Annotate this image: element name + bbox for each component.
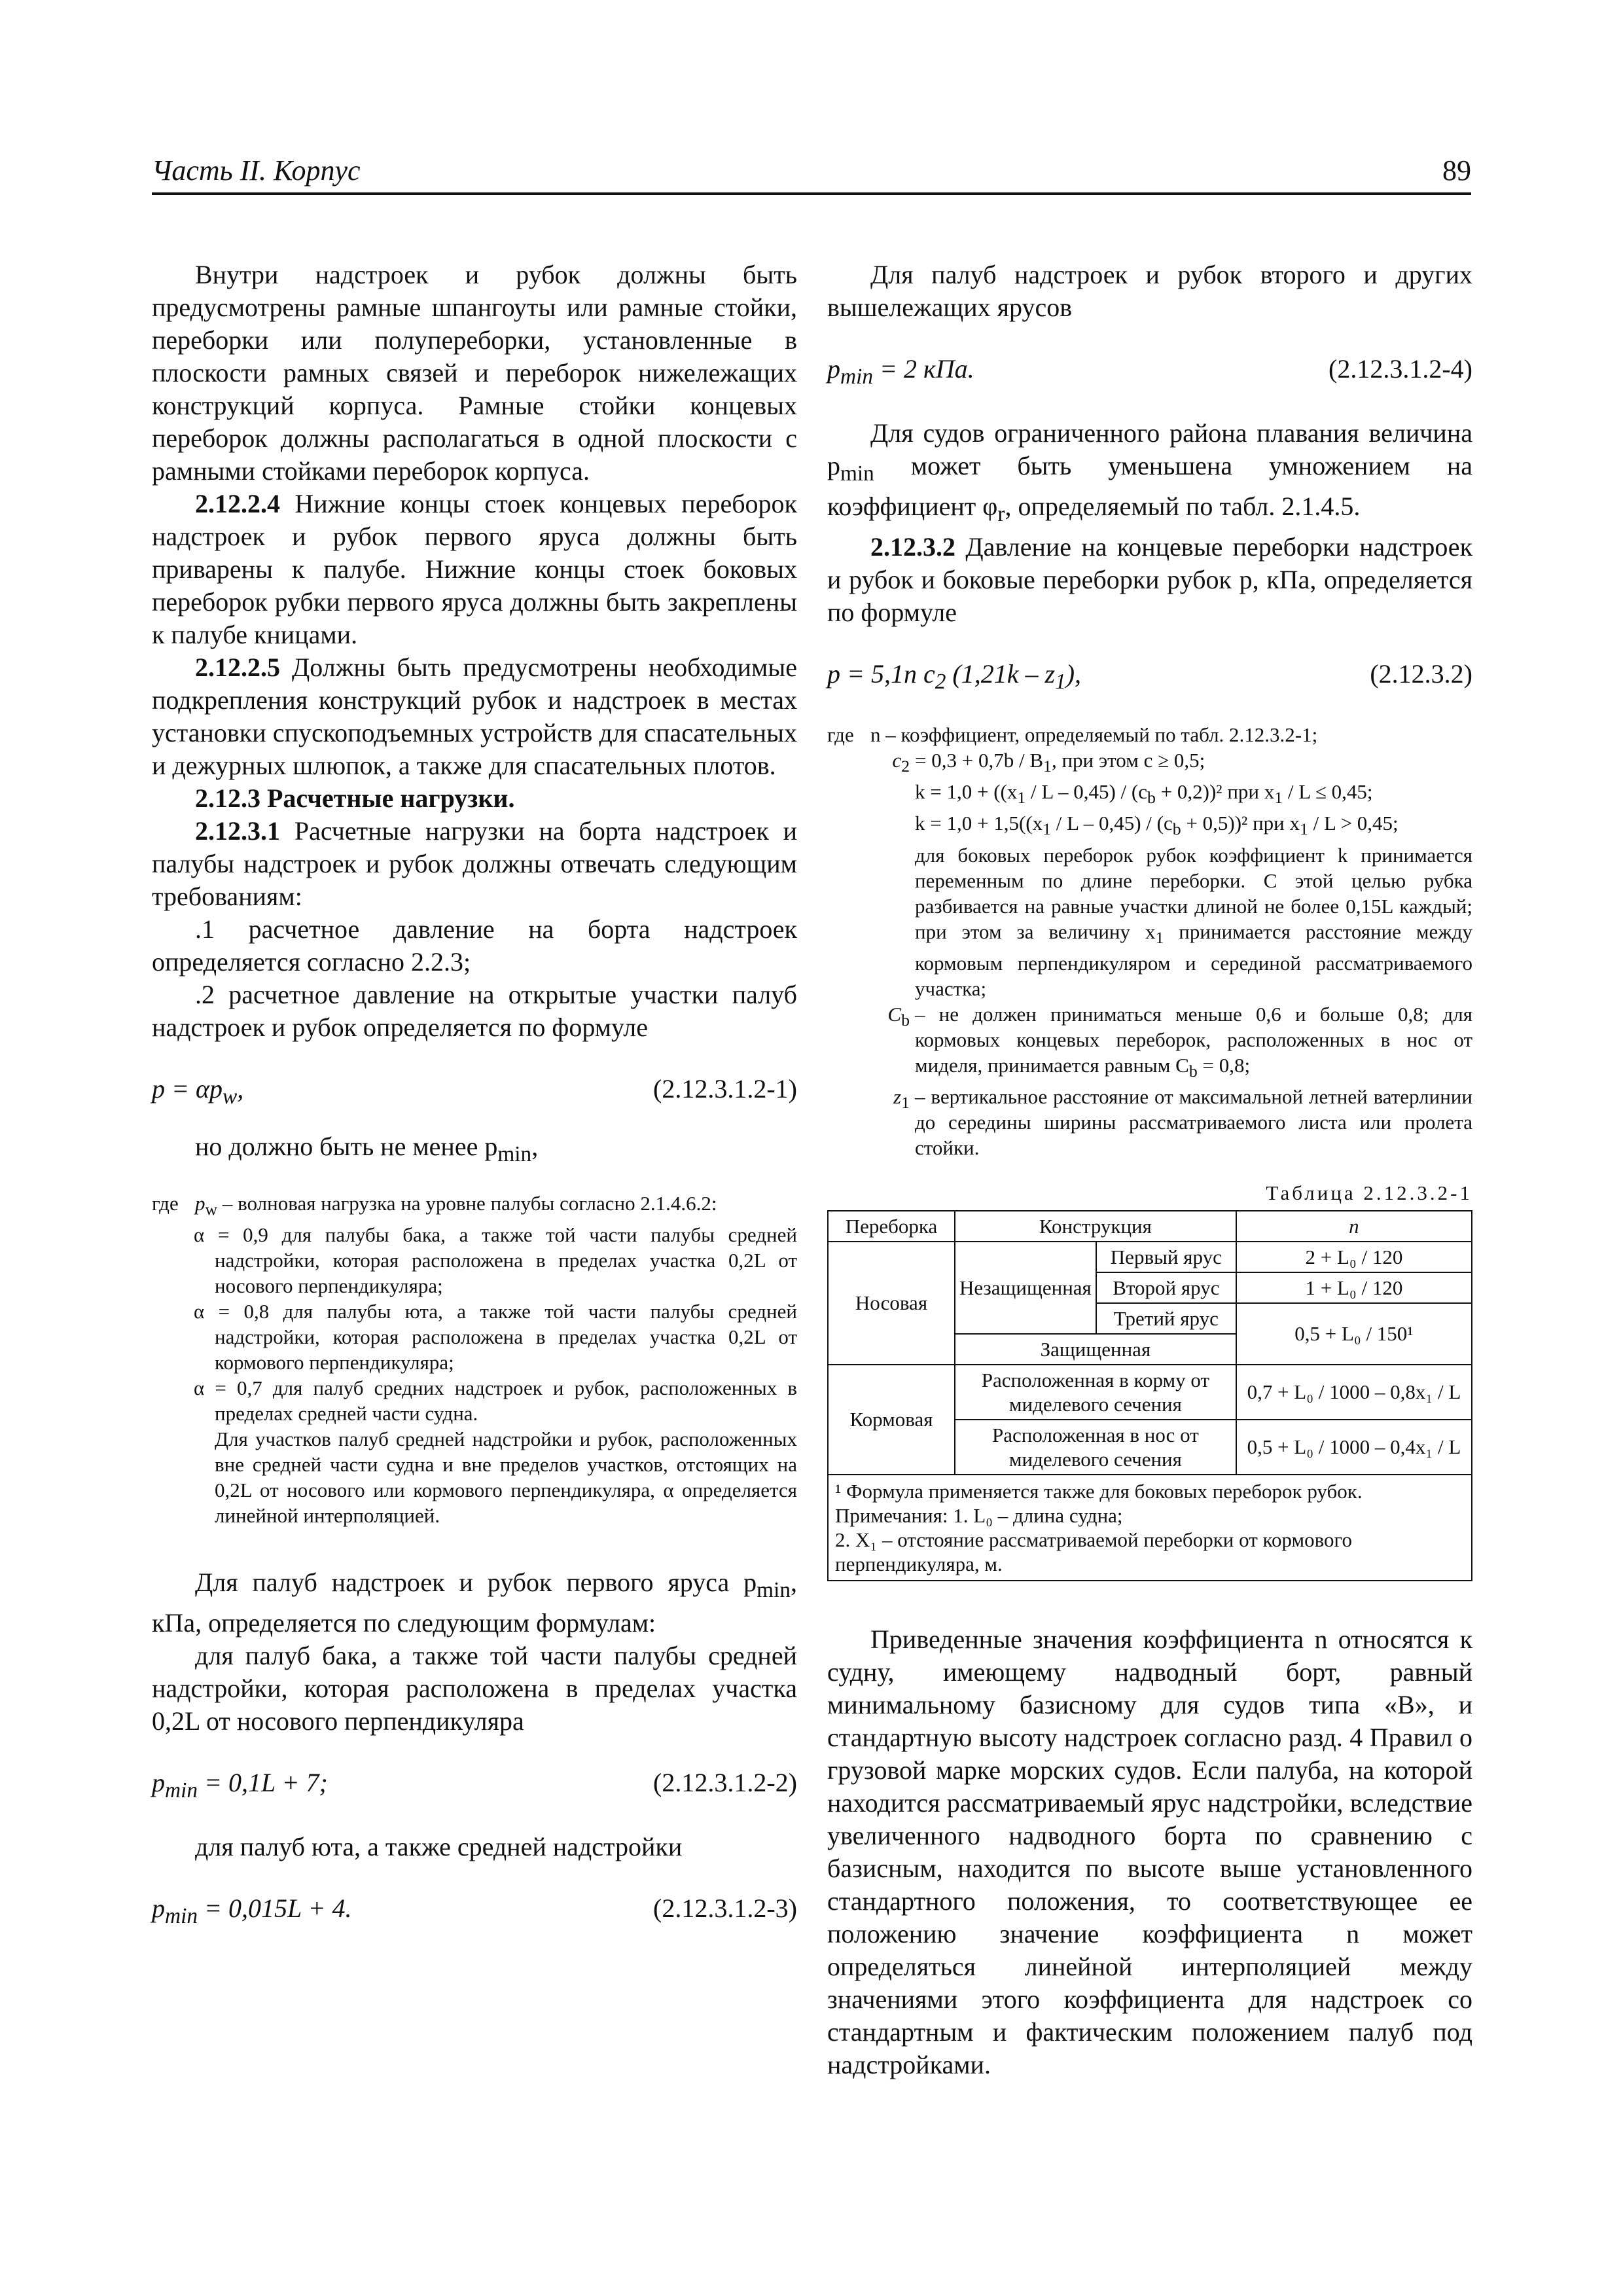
section-text: Расчетные нагрузки на борта надстроек и палубы надстроек и рубок должны отвечать следующим требованиям:	[152, 816, 797, 911]
where-cb: $C_b$ – не должен приниматься меньше 0,6 и больше 0,8; для кормовых концевых переборок, расположенных в нос от миделя, принимается равным $C_b = 0,8$;	[887, 1002, 1472, 1081]
running-header	[152, 152, 1471, 195]
table-row	[828, 1365, 1472, 1420]
bak-paragraph: для палуб бака, а также той части палубы средней надстройки, которая расположена в пределах участка 0,2L от носового перпендикуляра	[152, 1641, 797, 1736]
right-column	[827, 259, 1472, 2081]
section-number: 2.12.3.2	[870, 532, 955, 562]
table-cell: 0,5 + L₀ / 150¹	[1236, 1303, 1472, 1365]
alpha-0-8: α = 0,8 для палубы юта, а также той части палубы средней надстройки, которая расположена в пределах участка 0,2L от кормового перпендикуляра;	[194, 1300, 797, 1374]
table-cell: Носовая	[828, 1242, 955, 1365]
alpha-0-9: α = 0,9 для палубы бака, а также той части палубы средней надстройки, которая расположена в пределах участка 0,2L от носового перпендикуляра;	[194, 1223, 797, 1298]
table-header-row	[828, 1211, 1472, 1242]
where-k-description: для боковых переборок рубок коэффициент k принимается переменным по длине переборки. С этой целью рубка разбивается на равные участки длиной не более 0,15L каждый; при этом за величину $x_1$ принимается расстояние между кормовым перпендикуляром и серединой рассматриваемого участка;	[915, 843, 1472, 1000]
where-c2: $c_2$ = $0,3 + 0,7b / B_1$, при этом c ≥ 0,5;	[892, 749, 1205, 776]
formula-number: (2.12.3.1.2-3)	[653, 1893, 797, 1924]
formula-expression: p = 5,1n $c_2$ $(1,21k - z_1)$,	[827, 659, 1082, 694]
formula-expression: $p_{min} = 2$ кПа.	[827, 354, 974, 389]
formula-2-12-3-1-2-1	[152, 1073, 797, 1108]
section-number: 2.12.3.1	[195, 816, 280, 846]
coefficient-table	[827, 1210, 1472, 1475]
formula-2-12-3-1-2-4	[827, 353, 1472, 388]
alpha-0-7: α = 0,7 для палуб средних надстроек и рубок, расположенных в пределах средней части судна.	[194, 1376, 797, 1426]
formula-2-12-3-1-2-3	[152, 1892, 797, 1928]
section-2-12-3-heading: 2.12.3 Расчетные нагрузки.	[195, 783, 515, 813]
paragraph-frames: Внутри надстроек и рубок должны быть предусмотрены рамные шпангоуты или рамные стойки, переборки или полупереборки, установленные в плоскости рамных связей и переборок нижележащих конструкций корпуса. Рамные стойки концевых переборок должны располагаться в одной плоскости с рамными стойками переборок корпуса.	[152, 260, 797, 486]
table-cell: 0,7 + L₀ / 1000 – 0,8x₁ / L	[1236, 1365, 1472, 1420]
where-n: где n – коэффициент, определяемый по табл. 2.12.3.2-1;	[827, 723, 1318, 746]
min-note: но должно быть не менее $p_{min}$,	[195, 1132, 539, 1166]
table-cell: Расположенная в корму от миделевого сечения	[955, 1365, 1236, 1420]
section-text: Должны быть предусмотрены необходимые подкрепления конструкций рубок и надстроек в местах установки спускоподъемных устройств для спасательных и дежурных шлюпок, а также для спасательных плотов.	[152, 653, 797, 780]
where-z1: $z_1$ – вертикальное расстояние от максимальной летней ватерлинии до середины ширины рассматриваемого листа или пролета стойки.	[893, 1085, 1472, 1159]
formula-expression: $p = \alpha p_w$,	[152, 1074, 244, 1109]
table-note-1: Примечания: 1. L₀ – длина судна;	[835, 1503, 1123, 1527]
formula-number: (2.12.3.1.2-2)	[653, 1768, 797, 1798]
section-2-12-3-1	[152, 815, 797, 913]
formula-2-12-3-1-2-2	[152, 1767, 797, 1802]
formula-expression: $p_{min} = 0,015L + 4$.	[152, 1893, 352, 1929]
table-cell: Второй ярус	[1096, 1272, 1236, 1303]
list-item-2: .2 расчетное давление на открытые участки палуб надстроек и рубок определяется по формуле	[152, 980, 797, 1042]
alpha-interpolation: Для участков палуб средней надстройки и рубок, расположенных вне средней части судна и вне пределов участков, отстоящих на 0,2L от носового или кормового перпендикуляра, α определяется линейной интерполяцией.	[215, 1427, 797, 1528]
section-number: 2.12.2.4	[195, 489, 280, 518]
formula-number: (2.12.3.2)	[1370, 659, 1472, 689]
table-cell: 2 + L₀ / 120	[1236, 1242, 1472, 1272]
table-cell: Первый ярус	[1096, 1242, 1236, 1272]
table-cell: 1 + L₀ / 120	[1236, 1272, 1472, 1303]
table-header-cell: n	[1236, 1211, 1472, 1242]
yut-paragraph: для палуб юта, а также средней надстройки	[195, 1832, 683, 1862]
table-notes	[827, 1475, 1472, 1581]
table-cell: Защищенная	[955, 1334, 1236, 1365]
second-tier-paragraph: Для палуб надстроек и рубок второго и других вышележащих ярусов	[827, 260, 1472, 322]
left-column	[152, 259, 797, 1956]
section-text: Нижние концы стоек концевых переборок надстроек и рубок первого яруса должны быть приварены к палубе. Нижние концы стоек боковых переборок рубки первого яруса должны быть закреплены к палубе кницами.	[152, 489, 797, 649]
section-2-12-2-5	[152, 651, 797, 782]
formula-number: (2.12.3.1.2-1)	[653, 1074, 797, 1103]
header-title: Часть II. Корпус	[152, 154, 361, 187]
section-2-12-2-4	[152, 488, 797, 651]
table-cell: 0,5 + L₀ / 1000 – 0,4x₁ / L	[1236, 1420, 1472, 1475]
where-label: где	[152, 1192, 179, 1215]
table-header-cell: Переборка	[828, 1211, 955, 1242]
where-k2: $k = 1,0 + 1,5((x_1 / L - 0,45) / (c_b + 0,5))^2$ при $x_1 / L > 0,45$;	[915, 812, 1399, 839]
table-cell: Расположенная в нос от миделевого сечения	[955, 1420, 1236, 1475]
section-text: Давление на концевые переборки надстроек и рубок и боковые переборки рубок p, кПа, определяется по формуле	[827, 532, 1472, 627]
final-paragraph: Приведенные значения коэффициента n относятся к судну, имеющему надводный борт, равный минимальному базисному для судов типа «В», и стандартную высоту надстроек согласно разд. 4 Правил о грузовой марке морских судов. Если палуба, на которой находится рассматриваемый ярус надстройки, вследствие увеличенного надводного борта по сравнению с базисным, находится по высоте выше установленного стандартного положения, то соответствующее ее положению значение коэффициента n может определяться линейной интерполяцией между значениями этого коэффициента для надстроек со стандартным и фактическим положением палуб под надстройками.	[827, 1624, 1472, 2079]
first-tier-paragraph: Для палуб надстроек и рубок первого яруса $p_{min}$, кПа, определяется по следующим формулам:	[152, 1568, 797, 1638]
list-item-1: .1 расчетное давление на борта надстроек определяется согласно 2.2.3;	[152, 914, 797, 977]
where-pw: $p_w$ – волновая нагрузка на уровне палубы согласно 2.1.4.6.2:	[195, 1192, 717, 1219]
table-cell: Третий ярус	[1096, 1303, 1236, 1334]
where-block-pressure	[827, 722, 1472, 1160]
formula-2-12-3-2	[827, 658, 1472, 693]
table-cell: Незащищенная	[955, 1242, 1096, 1334]
table-header-cell: Конструкция	[955, 1211, 1236, 1242]
section-number: 2.12.2.5	[195, 653, 280, 682]
formula-number: (2.12.3.1.2-4)	[1329, 354, 1472, 384]
page-number: 89	[1442, 154, 1471, 187]
table-note-2: 2. X₁ – отстояние рассматриваемой переборки от кормового перпендикуляра, м.	[835, 1528, 1353, 1575]
table-row	[828, 1242, 1472, 1272]
where-block-alpha	[152, 1191, 797, 1528]
section-2-12-3-2	[827, 531, 1472, 629]
table-caption: Таблица 2.12.3.2-1	[1266, 1181, 1472, 1204]
formula-expression: $p_{min} = 0,1L + 7$;	[152, 1768, 328, 1803]
limited-area-paragraph: Для судов ограниченного района плавания величина $p_{min}$ может быть уменьшена умножением на коэффициент $\varphi_r$, определяемый по табл. 2.1.4.5.	[827, 418, 1472, 526]
table-footnote: ¹ Формула применяется также для боковых переборок рубок.	[835, 1479, 1363, 1503]
table-cell: Кормовая	[828, 1365, 955, 1475]
where-k1: $k = 1,0 + ((x_1 / L - 0,45) / (c_b + 0,2))^2$ при $x_1 / L \le 0,45$;	[915, 780, 1373, 808]
